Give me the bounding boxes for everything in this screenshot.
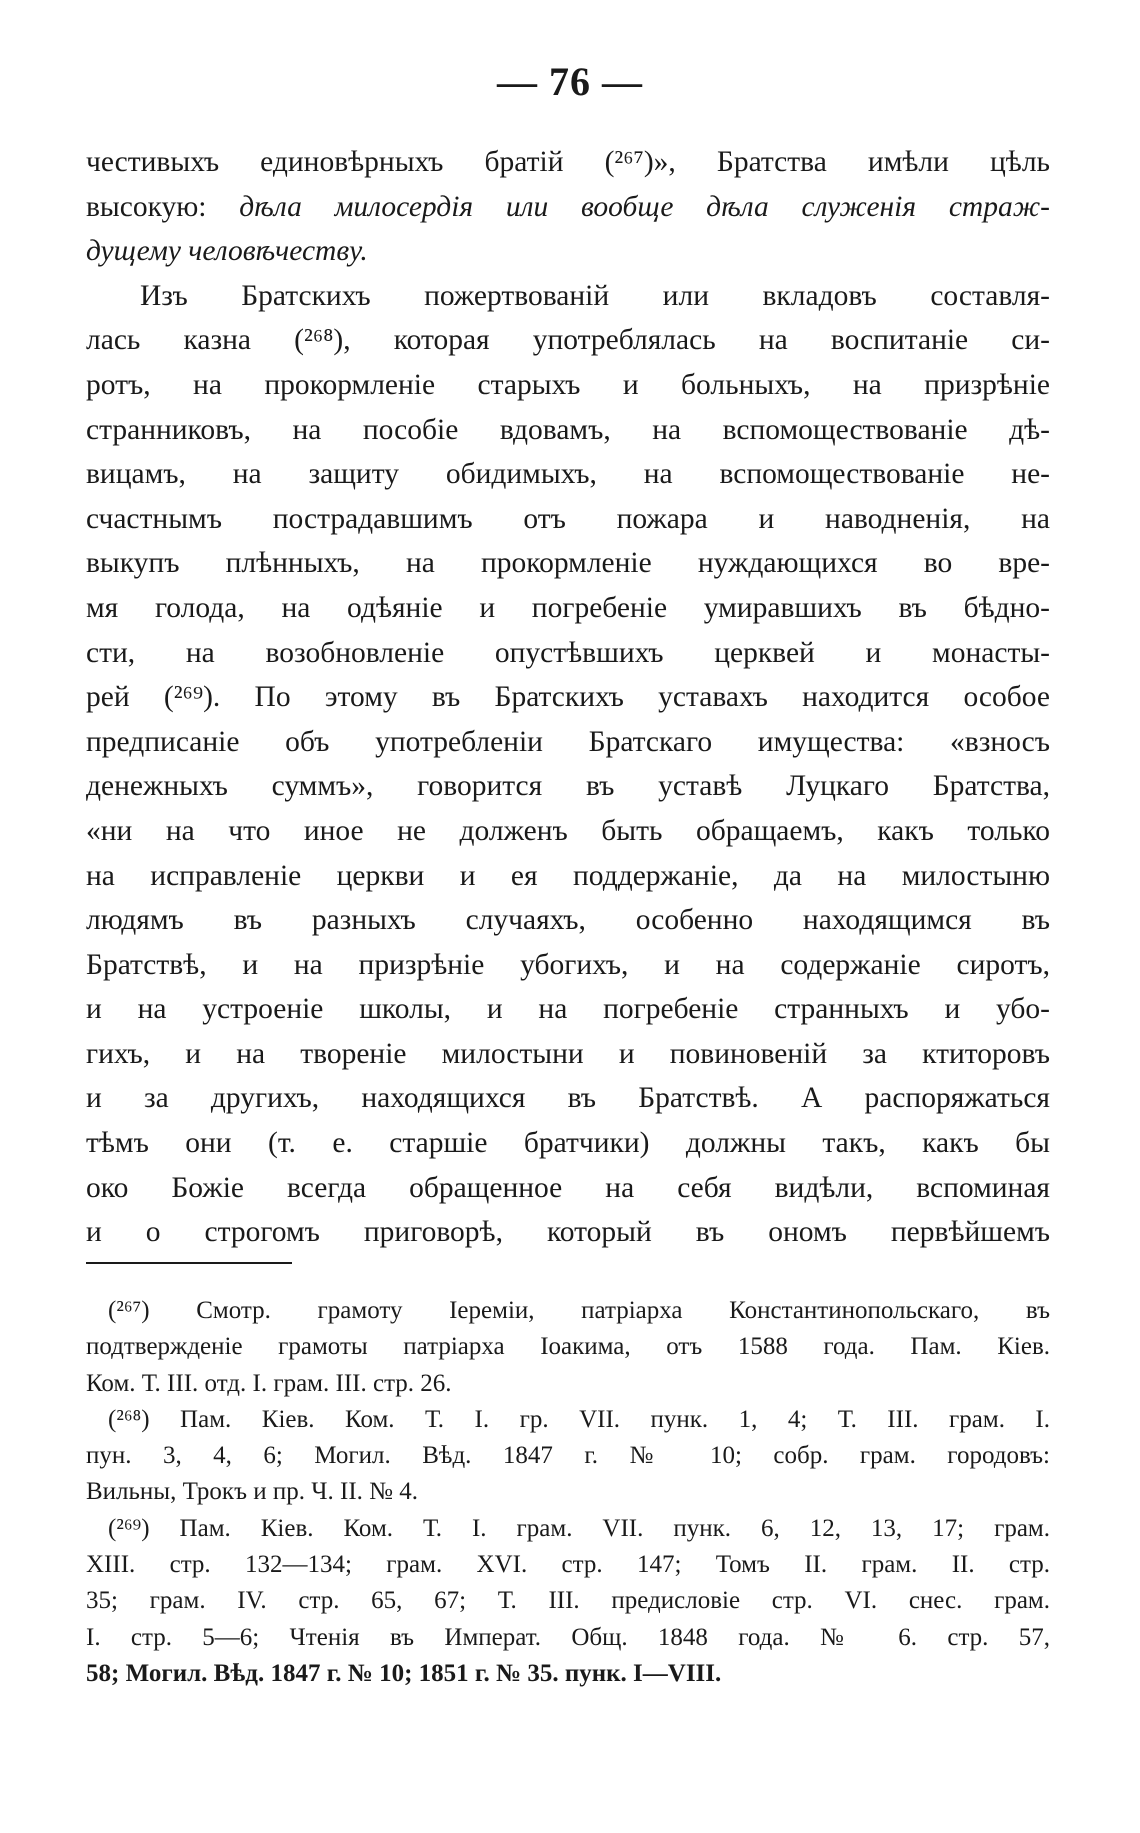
text-line: Братствѣ, и на призрѣніе убогихъ, и на содержаніе сиротъ, <box>86 948 1050 981</box>
footnote-line: I. стр. 5—6; Чтенія въ Императ. Общ. 1848 года. № 6. стр. 57, <box>86 1623 1050 1651</box>
text-line: сти, на возобновленіе опустѣвшихъ церквей и монасты- <box>86 636 1050 669</box>
text-italic: дѣла милосердія или вообще дѣла служенія страж- <box>239 190 1050 223</box>
footnote-line: 58; Могил. Вѣд. 1847 г. № 10; 1851 г. № 35. пунк. I—VIII. <box>86 1659 722 1687</box>
text-line: предписаніе объ употребленіи Братскаго имущества: «взносъ <box>86 725 1050 758</box>
text-line-mixed <box>86 185 1050 230</box>
main-text <box>86 140 1050 1255</box>
paragraph-start: Изъ Братскихъ пожертвованій или вкладовъ составля- <box>140 279 1050 312</box>
text-line: честивыхъ единовѣрныхъ братій (²⁶⁷)», Братства имѣли цѣль <box>86 146 1050 178</box>
text-line: на исправленіе церкви и ея поддержаніе, да на милостыню <box>86 859 1050 892</box>
text-line: и за другихъ, находящихся въ Братствѣ. А распоряжаться <box>86 1082 1050 1115</box>
text-line: «ни на что иное не долженъ быть обращаемъ, какъ только <box>86 814 1050 847</box>
text-line: дущему человѣчеству. <box>86 235 368 268</box>
text-plain: высокую: <box>86 190 240 223</box>
page-number: — 76 — <box>497 59 643 104</box>
text-line: людямъ въ разныхъ случаяхъ, особенно находящимся въ <box>86 904 1050 937</box>
text-line: гихъ, и на твореніе милостыни и повиновеній за ктиторовъ <box>86 1037 1050 1070</box>
text-line: мя голода, на одѣяніе и погребеніе умиравшихъ въ бѣдно- <box>86 591 1050 624</box>
text-line: тѣмъ они (т. е. старшіе братчики) должны такъ, какъ бы <box>86 1127 1050 1160</box>
footnote-line: подтвержденіе грамоты патріарха Іоакима, отъ 1588 года. Пам. Кіев. <box>86 1333 1050 1361</box>
text-line: вицамъ, на защиту обидимыхъ, на вспомоществованіе не- <box>86 458 1050 491</box>
text-line: и на устроеніе школы, и на погребеніе странныхъ и убо- <box>86 993 1050 1026</box>
text-line: денежныхъ суммъ», говорится въ уставѣ Луцкаго Братства, <box>86 770 1050 803</box>
text-line: странниковъ, на пособіе вдовамъ, на вспомоществованіе дѣ- <box>86 413 1050 446</box>
text-line: ротъ, на прокормленіе старыхъ и больныхъ, на призрѣніе <box>86 368 1050 401</box>
footnote-268: (²⁶⁸) Пам. Кіев. Ком. Т. I. гр. VII. пунк. 1, 4; Т. III. грам. I. <box>108 1405 1050 1433</box>
text-line: выкупъ плѣнныхъ, на прокормленіе нуждающихся во вре- <box>86 547 1050 580</box>
footnote-line: 35; грам. IV. стр. 65, 67; Т. III. предисловіе стр. VI. снес. грам. <box>86 1587 1050 1615</box>
footnote-line: Ком. Т. III. отд. I. грам. III. стр. 26. <box>86 1369 452 1397</box>
footnote-267: (²⁶⁷) Смотр. грамоту Іереміи, патріарха Константинопольскаго, въ <box>108 1297 1050 1324</box>
text-line: рей (²⁶⁹). По этому въ Братскихъ уставахъ находится особое <box>86 681 1050 714</box>
footnotes <box>86 1293 1050 1692</box>
footnote-line: Вильны, Трокъ и пр. Ч. II. № 4. <box>86 1478 419 1506</box>
footnote-269: (²⁶⁹) Пам. Кіев. Ком. Т. I. грам. VII. пунк. 6, 12, 13, 17; грам. <box>108 1514 1050 1542</box>
footnote-line: пун. 3, 4, 6; Могил. Вѣд. 1847 г. № 10; собр. грам. городовъ: <box>86 1442 1050 1470</box>
text-line: и о строгомъ приговорѣ, который въ ономъ первѣйшемъ <box>86 1216 1050 1249</box>
footnote-line: XIII. стр. 132—134; грам. XVI. стр. 147; Томъ II. грам. II. стр. <box>86 1551 1050 1579</box>
footnote-divider <box>86 1262 292 1264</box>
text-line: счастнымъ пострадавшимъ отъ пожара и наводненія, на <box>86 502 1050 535</box>
text-line: лась казна (²⁶⁸), которая употреблялась на воспитаніе си- <box>86 324 1050 357</box>
text-line: око Божіе всегда обращенное на себя видѣли, вспоминая <box>86 1171 1050 1204</box>
